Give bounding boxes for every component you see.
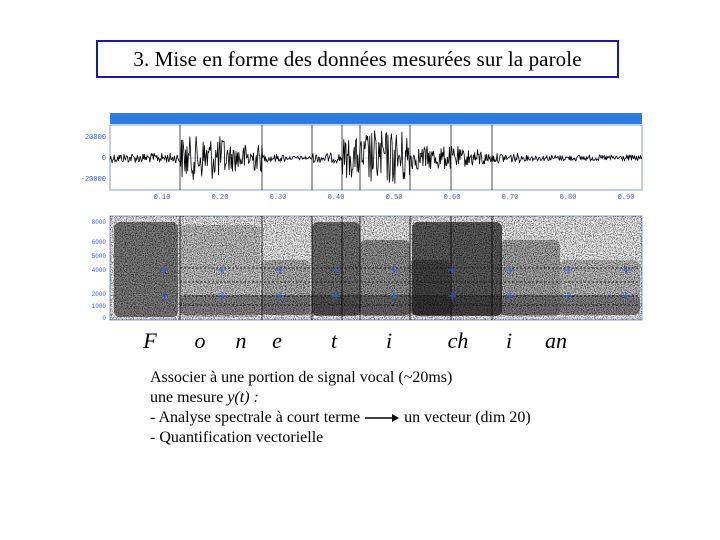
phoneme-label: i <box>385 328 393 353</box>
phoneme-label: e <box>272 328 282 353</box>
wave-xtick: 0.50 <box>385 194 403 202</box>
waveform-y-axis <box>81 134 106 184</box>
spec-ytick: 8000 <box>91 219 106 226</box>
description-text: une mesure <box>150 389 228 406</box>
wave-ytick: -20000 <box>80 176 106 184</box>
spec-ytick: 6000 <box>91 239 106 246</box>
phoneme-labels <box>0 328 720 358</box>
phoneme-label: ch <box>447 328 469 353</box>
waveform-x-axis <box>154 194 635 202</box>
description <box>150 368 670 448</box>
spec-ytick: 5000 <box>91 253 106 260</box>
description-text: un vecteur (dim 20) <box>404 409 531 426</box>
header-bar <box>110 113 642 124</box>
description-text: - Analyse spectrale à court terme <box>150 409 361 426</box>
wave-ytick: 0 <box>101 155 106 163</box>
phoneme-label: n <box>235 328 247 353</box>
phoneme-label: F <box>143 328 157 353</box>
wave-xtick: 0.20 <box>211 194 229 202</box>
phoneme-label: o <box>194 328 206 353</box>
description-line <box>150 388 670 408</box>
slide-title: 3. Mise en forme des données mesurées sur la parole <box>96 40 619 78</box>
description-line: - Quantification vectorielle <box>150 429 324 446</box>
wave-xtick: 0.10 <box>153 194 171 202</box>
measure-symbol: y(t) : <box>227 389 259 406</box>
wave-xtick: 0.30 <box>269 194 287 202</box>
phoneme-label: i <box>505 328 513 353</box>
spectrogram-y-axis <box>92 219 107 322</box>
wave-xtick: 0.40 <box>327 194 345 202</box>
speech-figure <box>80 110 645 330</box>
spectrogram-panel <box>110 216 642 320</box>
wave-xtick: 0.80 <box>559 194 577 202</box>
wave-xtick: 0.90 <box>617 194 635 202</box>
spec-ytick: 0 <box>102 315 106 322</box>
description-line: Associer à une portion de signal vocal (~20ms) <box>150 369 453 386</box>
wave-xtick: 0.60 <box>443 194 461 202</box>
spec-ytick: 4000 <box>91 267 106 274</box>
right-arrow-icon <box>364 413 400 423</box>
phoneme-label: an <box>545 328 567 353</box>
wave-ytick: 20000 <box>84 134 106 142</box>
waveform-panel <box>110 125 642 190</box>
spec-ytick: 1000 <box>91 303 106 310</box>
description-line <box>150 408 670 428</box>
phoneme-label: t <box>330 328 338 353</box>
wave-xtick: 0.70 <box>501 194 519 202</box>
spec-ytick: 2000 <box>91 291 106 298</box>
